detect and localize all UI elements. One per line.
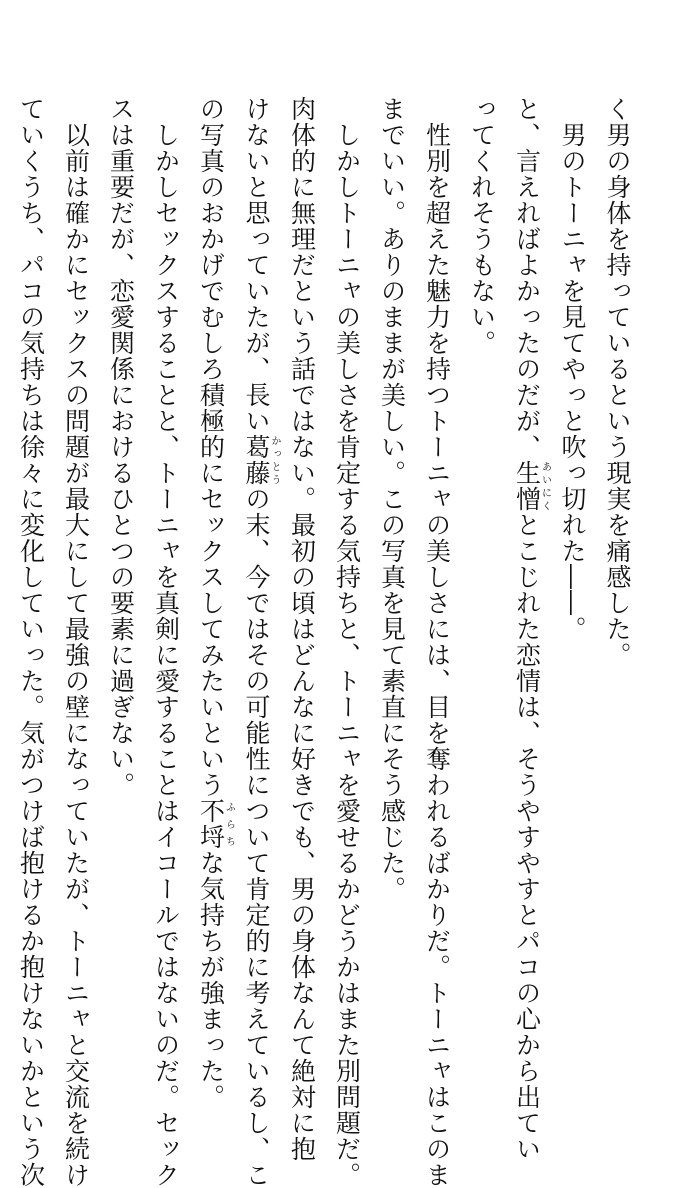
text-line: けないと思っていたが、長い葛藤かっとうの末、今ではその可能性について肯定的に考えているし、こ — [242, 96, 280, 1188]
ruby-reading: あいにく — [539, 460, 551, 512]
text-line — [0, 96, 9, 976]
ruby-reading: ふらち — [223, 798, 235, 850]
ruby-word: 生憎あいにく — [512, 460, 551, 512]
text-line: しかしトーニャの美しさを肯定する気持ちと、トーニャを愛せるかどうかはまた別問題だ。 — [332, 96, 362, 1188]
text-line: 男のトーニャを見てやっと吹っ切れた――。 — [558, 96, 587, 642]
vertical-text-body — [16, 96, 640, 1188]
ruby-reading: かっとう — [269, 434, 280, 486]
text-line: の写真のおかげでむしろ積極的にセックスしてみたいという不埒ふらちな気持ちが強まった。 — [196, 96, 235, 1110]
ruby-word: 葛藤かっとう — [242, 434, 280, 486]
text-line: スは重要だが、恋愛関係におけるひとつの要素に過ぎない。 — [106, 96, 136, 798]
text-line: ってくれそうもない。 — [467, 96, 497, 356]
text-line: と、言えればよかったのだが、生憎あいにくとこじれた恋情は、そうやすやすとパコの心から出てい — [512, 96, 551, 1162]
text-line: しかしセックスすることと、トーニャを真剣に愛することはイコールではないのだ。セック — [151, 96, 181, 1188]
text-line: ていくうち、パコの気持ちは徐々に変化していった。気がつけば抱けるか抱けないかという次 — [16, 96, 46, 1188]
text-line: 性別を超えた魅力を持つトーニャの美しさには、目を奪われるばかりだ。トーニャはこのま — [422, 96, 452, 1188]
text-line: 以前は確かにセックスの問題が最大にして最強の壁になっていたが、トーニャと交流を続け — [61, 96, 91, 1188]
ruby-word: 不埒ふらち — [196, 798, 235, 850]
text-line: までいい。ありのままが美しい。この写真を見て素直にそう感じた。 — [377, 96, 407, 902]
text-line: 肉体的に無理だという話ではない。最初の頃はどんなに好きでも、男の身体なんて絶対に抱 — [287, 96, 317, 1162]
text-line: く男の身体を持っているという現実を痛感した。 — [603, 96, 632, 668]
